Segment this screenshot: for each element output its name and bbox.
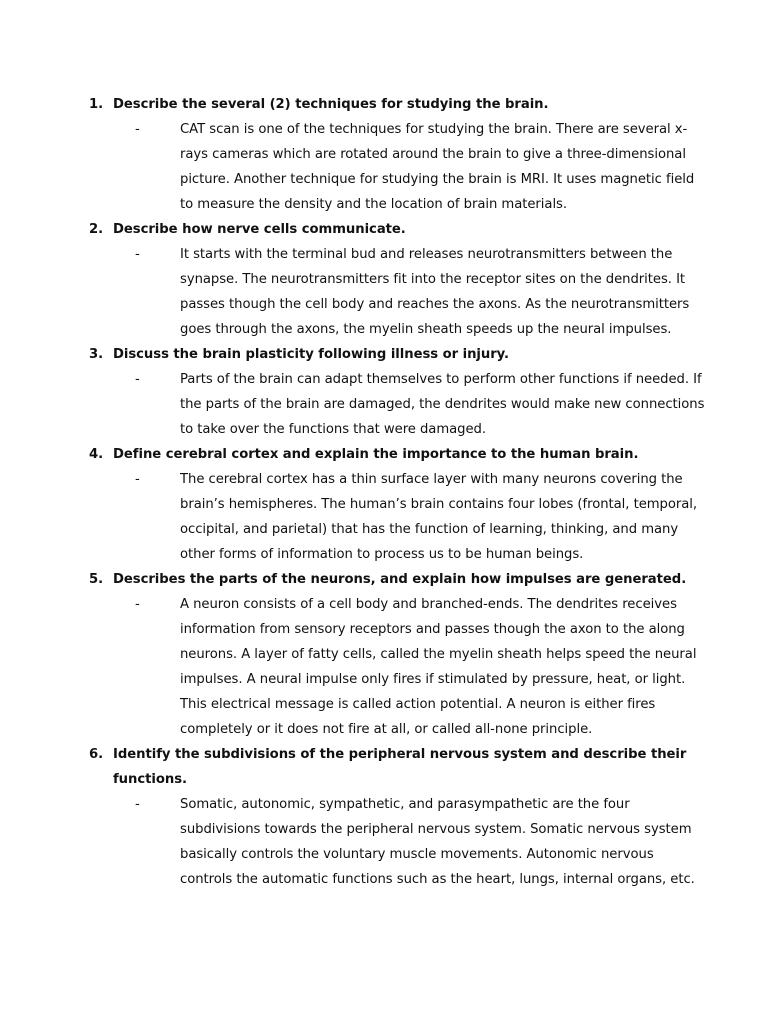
answer-bullet: - [135, 372, 140, 387]
question-item [89, 342, 705, 442]
question-number: 4. [89, 447, 104, 462]
answer-item [89, 467, 698, 567]
question-title: Discuss the brain plasticity following illness or injury. [113, 347, 509, 362]
question-item [89, 567, 697, 742]
question-heading [89, 342, 689, 367]
answer-item [89, 792, 695, 892]
question-heading [89, 442, 689, 467]
answer-text: The cerebral cortex has a thin surface layer with many neurons covering the brain’s hemispheres. The human’s brain contains four lobes (frontal, temporal, occipital, and parietal) that has the function of learning, thinking, and many other forms of information to process us to be human beings. [180, 472, 698, 562]
question-item [89, 742, 695, 892]
answer-item [89, 367, 705, 442]
answer-item [89, 592, 697, 742]
answer-bullet: - [135, 122, 140, 137]
question-title: Describe the several (2) techniques for studying the brain. [113, 97, 549, 112]
answer-text: Parts of the brain can adapt themselves to perform other functions if needed. If the parts of the brain are damaged, the dendrites would make new connections to take over the functions that were damaged. [180, 372, 705, 437]
question-heading [89, 92, 689, 117]
answer-text: A neuron consists of a cell body and branched-ends. The dendrites receives information from sensory receptors and passes though the axon to the along neurons. A layer of fatty cells, called the myelin sheath helps speed the neural impulses. A neural impulse only fires if stimulated by pressure, heat, or light. This electrical message is called action potential. A neuron is either fires completely or it does not fire at all, or called all-none principle. [180, 597, 697, 737]
question-number: 3. [89, 347, 104, 362]
question-number: 1. [89, 97, 104, 112]
question-item [89, 92, 695, 217]
answer-bullet: - [135, 797, 140, 812]
question-heading [89, 217, 689, 242]
question-number: 2. [89, 222, 104, 237]
answer-item [89, 242, 689, 342]
answer-bullet: - [135, 597, 140, 612]
question-heading [89, 567, 689, 592]
answer-bullet: - [135, 247, 140, 262]
answer-bullet: - [135, 472, 140, 487]
question-title: Define cerebral cortex and explain the importance to the human brain. [113, 447, 639, 462]
question-title: Identify the subdivisions of the peripheral nervous system and describe their functions. [113, 747, 687, 787]
answer-text: CAT scan is one of the techniques for studying the brain. There are several x-rays cameras which are rotated around the brain to give a three-dimensional picture. Another technique for studying the brain is MRI. It uses magnetic field to measure the density and the location of brain materials. [180, 122, 695, 212]
question-item [89, 217, 689, 342]
question-number: 6. [89, 747, 104, 762]
answer-text: It starts with the terminal bud and releases neurotransmitters between the synapse. The neurotransmitters fit into the receptor sites on the dendrites. It passes though the cell body and reaches the axons. As the neurotransmitters goes through the axons, the myelin sheath speeds up the neural impulses. [180, 247, 690, 337]
question-item [89, 442, 698, 567]
question-heading [89, 742, 689, 792]
answer-text: Somatic, autonomic, sympathetic, and parasympathetic are the four subdivisions towards the peripheral nervous system. Somatic nervous system basically controls the voluntary muscle movements. Autonomic nervous controls the automatic functions such as the heart, lungs, internal organs, etc. [180, 797, 695, 887]
question-title: Describes the parts of the neurons, and explain how impulses are generated. [113, 572, 687, 587]
question-title: Describe how nerve cells communicate. [113, 222, 406, 237]
question-number: 5. [89, 572, 104, 587]
answer-item [89, 117, 695, 217]
question-list [89, 92, 705, 892]
